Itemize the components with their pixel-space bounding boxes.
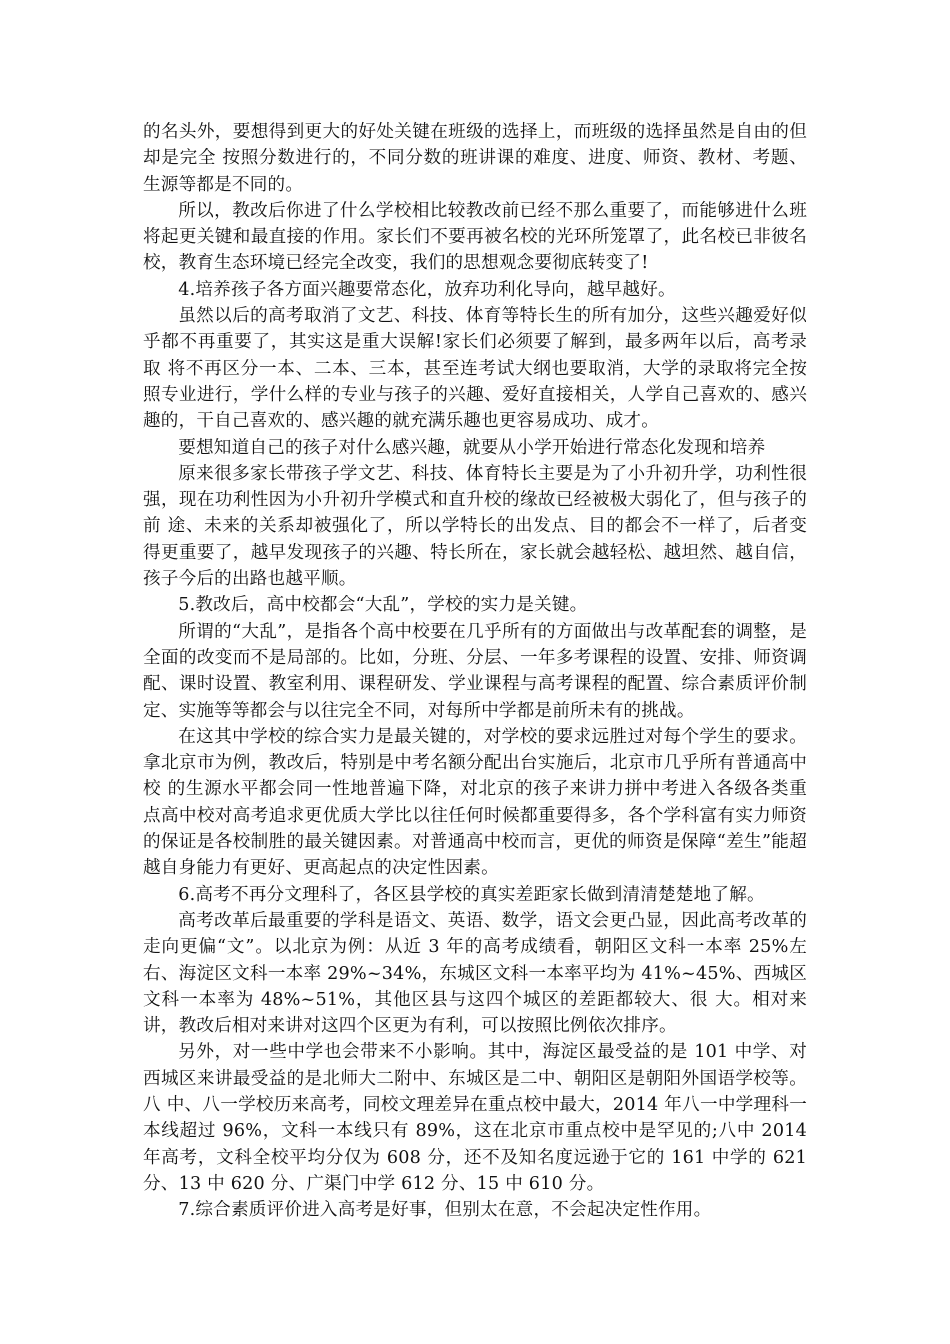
paragraph: 高考改革后最重要的学科是语文、英语、数学，语文会更凸显，因此高考改革的走向更偏“文”。以北京为例：从近 3 年的高考成绩看，朝阳区文科一本率 25%左 右、海淀区文科一本率 29%~34%，东城区文科一本率平均为 41%~45%、西城区文科一本率为 48%~51%，其他区县与这四个城区的差距都较大、很 大。相对来讲，教改后相对来讲对这四个区更为有利，可以按照比例依次排序。 [143,910,807,1037]
section-heading-4: 4.培养孩子各方面兴趣要常态化，放弃功利化导向，越早越好。 [178,279,676,300]
paragraph: 原来很多家长带孩子学文艺、科技、体育特长主要是为了小升初升学，功利性很强，现在功利性因为小升初升学模式和直升校的缘故已经被极大弱化了，但与孩子的前 途、未来的关系却被强化了，所以学特长的出发点、目的都会不一样了，后者变得更重要了，越早发现孩子的兴趣、特长所在，家长就会越轻松、越坦然、越自信， 孩子今后的出路也越平顺。 [143,463,807,590]
paragraph: 虽然以后的高考取消了文艺、科技、体育等特长生的所有加分，这些兴趣爱好似乎都不再重要了，其实这是重大误解!家长们必须要了解到，最多两年以后，高考录取 将不再区分一本、二本、三本，甚至连考试大纲也要取消，大学的录取将完全按照专业进行，学什么样的专业与孩子的兴趣、爱好直接相关，人学自己喜欢的、感兴 趣的，干自己喜欢的、感兴趣的就充满乐趣也更容易成功、成才。 [143,306,807,432]
document-body [143,119,807,1223]
section-heading-7: 7.综合素质评价进入高考是好事，但别太在意，不会起决定性作用。 [178,1200,712,1221]
paragraph: 所谓的“大乱”，是指各个高中校要在几乎所有的方面做出与改革配套的调整，是全面的改变而不是局部的。比如，分班、分层、一年多考课程的设置、安排、师资调 配、课时设置、教室利用、课程研发、学业课程与高考课程的配置、综合素质评价制定、实施等等都会与以往完全不同，对每所中学都是前所未有的挑战。 [143,621,807,721]
section-heading-5: 5.教改后，高中校都会“大乱”，学校的实力是关键。 [178,595,588,616]
section-heading-6: 6.高考不再分文理科了，各区县学校的真实差距家长做到清清楚楚地了解。 [178,884,765,905]
paragraph: 所以，教改后你进了什么学校相比较教改前已经不那么重要了，而能够进什么班将起更关键和最直接的作用。家长们不要再被名校的光环所笼罩了，此名校已非彼名校，教育生态环境已经完全改变，我们的思想观念要彻底转变了! [143,200,807,274]
paragraph-continuation: 的名头外，要想得到更大的好处关键在班级的选择上，而班级的选择虽然是自由的但却是完全 按照分数进行的，不同分数的班讲课的难度、进度、师资、教材、考题、生源等都是不同的。 [143,122,807,195]
paragraph: 在这其中学校的综合实力是最关键的，对学校的要求远胜过对每个学生的要求。拿北京市为例，教改后，特别是中考名额分配出台实施后，北京市几乎所有普通高中校 的生源水平都会同一性地普遍下降，对北京的孩子来讲力拼中考进入各级各类重点高中校对高考追求更优质大学比以往任何时候都重要得多，各个学科富有实力师资 的保证是各校制胜的最关键因素。对普通高中校而言，更优的师资是保障“差生”能超越自身能力有更好、更高起点的决定性因素。 [143,726,807,879]
paragraph: 另外，对一些中学也会带来不小影响。其中，海淀区最受益的是 101 中学、对西城区来讲最受益的是北师大二附中、东城区是二中、朝阳区是朝阳外国语学校等。八 中、八一学校历来高考，同校文理差异在重点校中最大，2014 年八一中学理科一本线超过 96%，文科一本线只有 89%，这在北京市重点校中是罕见的;八中 2014 年高考，文科全校平均分仅为 608 分，还不及知名度远逊于它的 161 中学的 621 分、13 中 620 分、广渠门中学 612 分、15 中 610 分。 [143,1042,807,1194]
paragraph: 要想知道自己的孩子对什么感兴趣，就要从小学开始进行常态化发现和培养 [178,437,766,458]
